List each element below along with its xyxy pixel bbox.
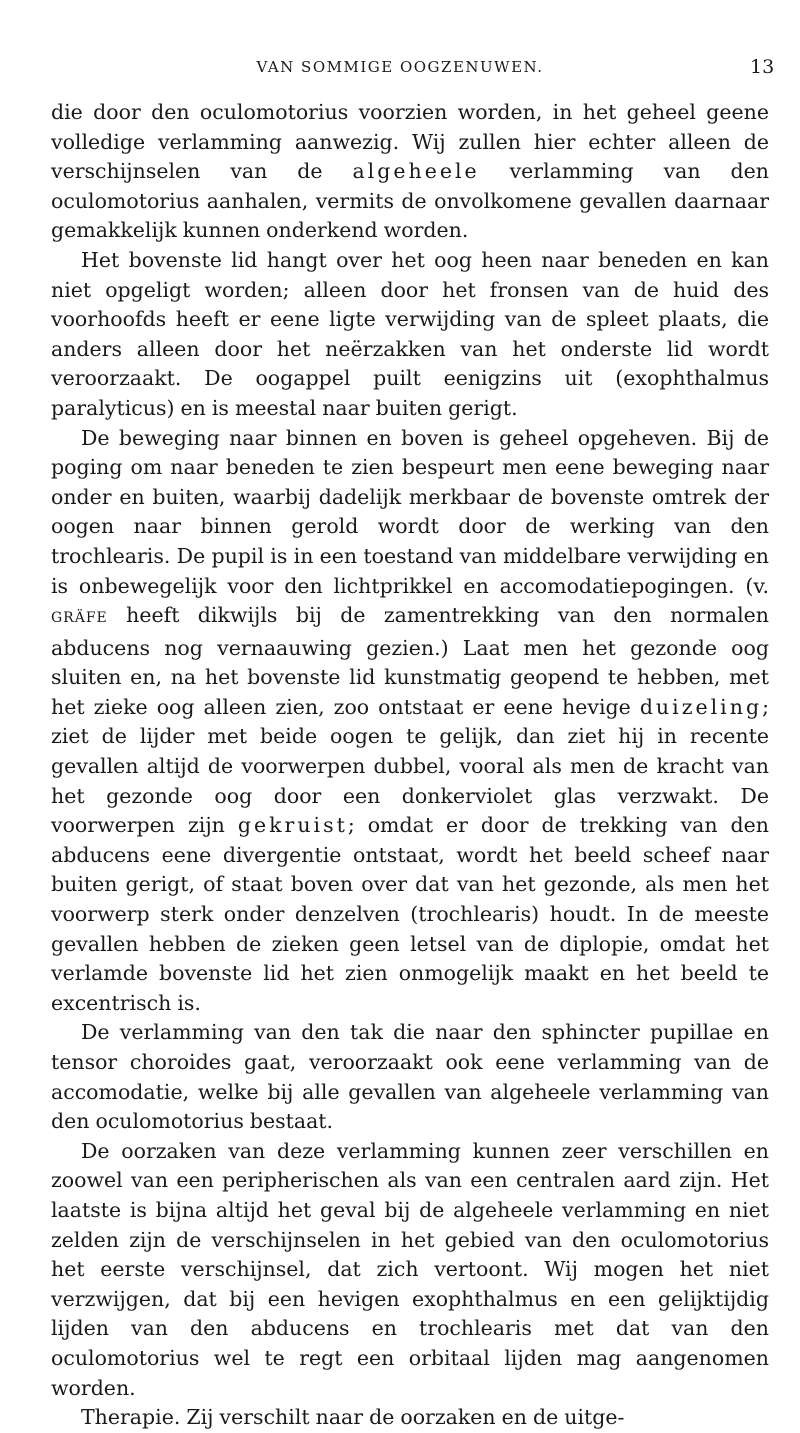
text-run: De beweging naar binnen en boven is geheel opgeheven. Bij de poging om naar beneden te zien bespeurt men eene beweging naar onder en buiten, waarbij dadelijk merkbaar de bovenste omtrek der oogen naar binnen gerold wordt door de werking van den trochlearis. De pupil is in een toestand van middelbare verwijding en is onbewegelijk voor den lichtprikkel en accomodatiepogingen. (v. (51, 425, 769, 598)
emphasis-spaced: gekruist (237, 813, 348, 838)
paragraph-2: Het bovenste lid hangt over het oog heen naar beneden en kan niet opgeligt worden; alleen door het fronsen van de huid des voorhoofds heeft er eene ligte verwijding van de spleet plaats, die anders alleen door het neërzakken van het onderste lid wordt veroorzaakt. De oogappel puilt eenigzins uit (exophthalmus paralyticus) en is meestal naar buiten gerigt. (51, 247, 769, 420)
paragraph-3 (51, 424, 769, 1019)
body-text (51, 98, 769, 1433)
page-number: 13 (750, 56, 775, 78)
emphasis-spaced: algeheele (352, 159, 480, 184)
text-run: heeft dikwijls bij de zamentrekking van den normalen abducens nog vernaauwing gezien.) Laat men het gezonde oog sluiten en, na het bovenste lid kunstmatig geopend te hebben, met het zieke oog alleen zien, zoo ontstaat er eene hevige (51, 603, 769, 719)
paragraph-6: Therapie. Zij verschilt naar de oorzaken en de uitge- (81, 1405, 625, 1430)
text-run: verlamming van den oculomotorius aanhalen, vermits de onvolkomene gevallen daarnaar gemakkelijk kunnen onderkend worden. (51, 159, 769, 243)
text-run: die door den oculomotorius voorzien worden, in het geheel geene volledige verlamming aanwezig. Wij zullen hier echter alleen de verschijnselen van de (51, 100, 769, 184)
paragraph-5: De oorzaken van deze verlamming kunnen zeer verschillen en zoowel van een peripherischen als van een centralen aard zijn. Het laatste is bijna altijd het geval bij de algeheele verlamming en niet zelden zijn de verschijnselen in het gebied van den oculomotorius het eerste verschijnsel, dat zich vertoont. Wij mogen het niet verzwijgen, dat bij een hevigen exophthalmus en een gelijktijdig lijden van den abducens en trochlearis met dat van den oculomotorius wel te regt een orbitaal lijden mag aangenomen worden. (51, 1138, 769, 1400)
text-run: ; omdat er door de trekking van den abducens eene divergentie ontstaat, wordt het beeld scheef naar buiten gerigt, of staat boven over dat van het gezonde, als men het voorwerp sterk onder denzelven (trochlearis) houdt. In de meeste gevallen hebben de zieken geen letsel van de diplopie, omdat het verlamde bovenste lid het zien onmogelijk maakt en het beeld te excentrisch is. (51, 813, 769, 1015)
running-head: VAN SOMMIGE OOGZENUWEN. (256, 58, 544, 76)
author-name: GRÄFE (51, 610, 108, 627)
paragraph-1 (51, 98, 769, 246)
text-run: ; ziet de lijder met beide oogen te gelijk, dan ziet hij in recente gevallen altijd de voorwerpen dubbel, vooral als men de kracht van het gezonde oog door een donkerviolet glas verzwakt. De voorwerpen zijn (51, 694, 769, 838)
paragraph-4: De verlamming van den tak die naar den sphincter pupillae en tensor choroides gaat, veroorzaakt ook eene verlamming van de accomodatie, welke bij alle gevallen van algeheele verlamming van den oculomotorius bestaat. (51, 1020, 769, 1134)
emphasis-spaced: duizeling (639, 694, 763, 719)
